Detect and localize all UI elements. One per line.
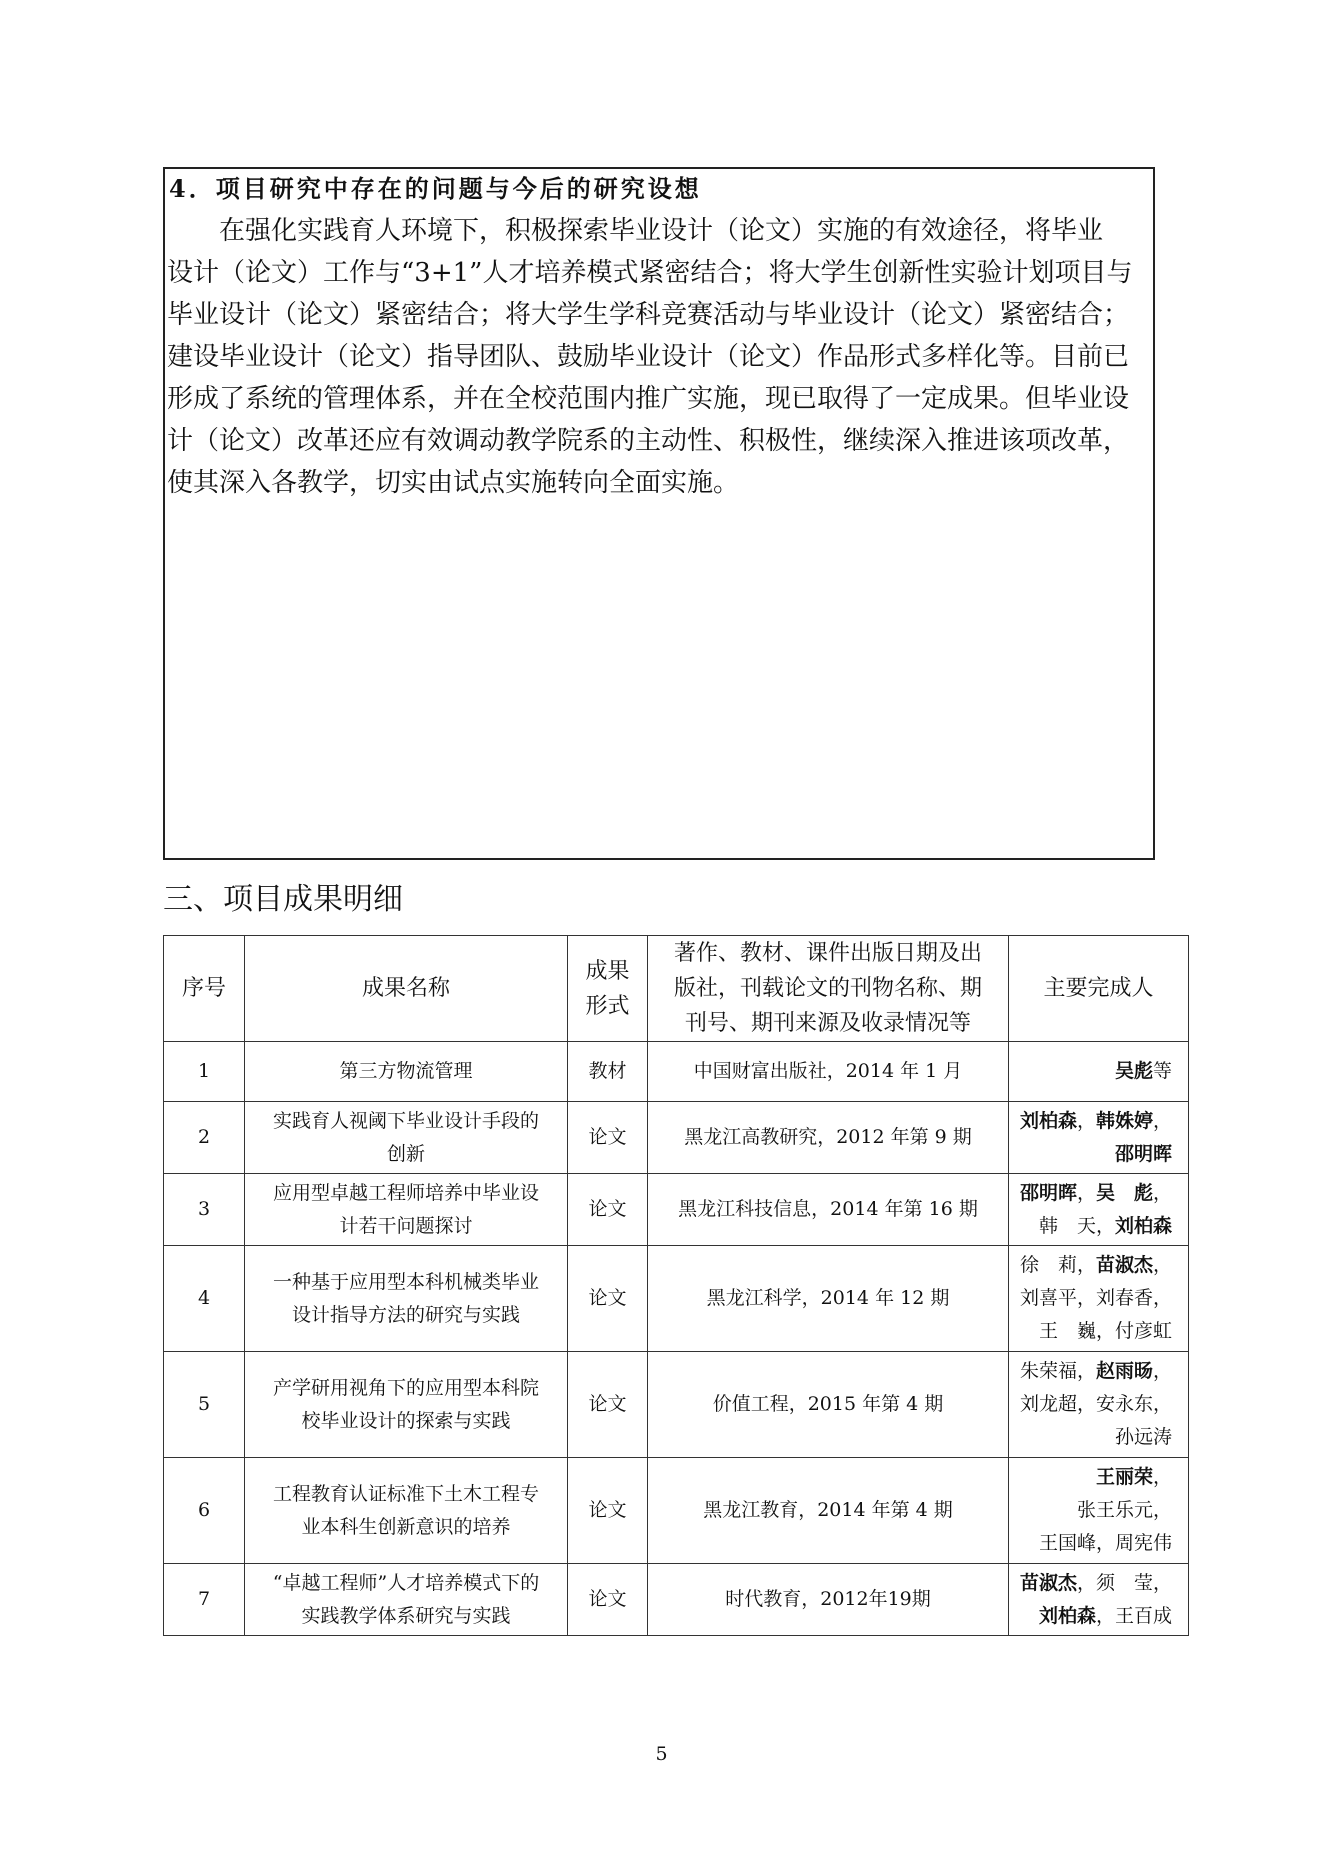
author-name: 刘柏森 xyxy=(1114,1214,1172,1237)
cell-name xyxy=(245,1246,568,1352)
section4-line-1: 在强化实践育人环境下，积极探索毕业设计（论文）实施的有效途径，将毕业 xyxy=(167,216,1104,246)
author-name: 吴 彪 xyxy=(1095,1181,1153,1204)
cell-authors xyxy=(1009,1042,1189,1102)
cell-source: 黑龙江高教研究，2012 年第 9 期 xyxy=(648,1102,1009,1174)
cell-no: 6 xyxy=(164,1458,245,1564)
section4-heading: 4．项目研究中存在的问题与今后的研究设想 xyxy=(169,174,702,203)
author-name: 韩姝婷 xyxy=(1095,1109,1153,1132)
header-no: 序号 xyxy=(164,936,245,1042)
cell-form: 论文 xyxy=(568,1102,648,1174)
author-line xyxy=(1015,1567,1172,1600)
author-name: ， xyxy=(1076,1181,1096,1204)
cell-source: 中国财富出版社，2014 年 1 月 xyxy=(648,1042,1009,1102)
cell-authors xyxy=(1009,1352,1189,1458)
author-name: 张王乐元， xyxy=(1076,1499,1172,1521)
author-line xyxy=(1015,1388,1172,1421)
author-name: 王国峰，周宪伟 xyxy=(1038,1532,1172,1554)
author-name: 孙远涛 xyxy=(1114,1426,1172,1448)
author-line xyxy=(1015,1177,1172,1210)
author-name: 赵雨旸 xyxy=(1095,1360,1153,1382)
cell-form: 论文 xyxy=(568,1174,648,1246)
cell-name-line: 产学研用视角下的应用型本科院 xyxy=(272,1376,539,1399)
table-row xyxy=(164,1042,1189,1102)
author-name: 苗淑杰 xyxy=(1019,1571,1077,1594)
author-line xyxy=(1015,1461,1172,1494)
author-line xyxy=(1015,1105,1172,1138)
header-source-line: 版社，刊载论文的刊物名称、期 xyxy=(673,976,982,1001)
section4-line-4: 建设毕业设计（论文）指导团队、鼓励毕业设计（论文）作品形式多样化等。目前已 xyxy=(167,342,1130,372)
cell-no: 5 xyxy=(164,1352,245,1458)
cell-form: 论文 xyxy=(568,1564,648,1636)
author-line xyxy=(1015,1249,1172,1282)
cell-authors xyxy=(1009,1174,1189,1246)
header-form-line: 成果 xyxy=(585,958,630,984)
cell-source: 黑龙江教育，2014 年第 4 期 xyxy=(648,1458,1009,1564)
author-line xyxy=(1015,1282,1172,1315)
cell-no: 4 xyxy=(164,1246,245,1352)
header-name: 成果名称 xyxy=(245,936,568,1042)
author-line xyxy=(1015,1600,1172,1633)
author-name: ，王百成 xyxy=(1095,1604,1172,1627)
cell-name-line: “卓越工程师”人才培养模式下的 xyxy=(272,1571,540,1594)
results-table xyxy=(163,935,1189,1636)
cell-authors xyxy=(1009,1102,1189,1174)
section4-line-2: 设计（论文）工作与“3+1”人才培养模式紧密结合；将大学生创新性实验计划项目与 xyxy=(167,258,1133,288)
header-form xyxy=(568,936,648,1042)
section3-title: 三、项目成果明细 xyxy=(163,882,403,917)
section4-line-6: 计（论文）改革还应有效调动教学院系的主动性、积极性，继续深入推进该项改革， xyxy=(167,426,1130,456)
author-name: 韩 天， xyxy=(1038,1214,1115,1237)
cell-name xyxy=(245,1458,568,1564)
header-form-line: 形式 xyxy=(585,993,630,1019)
author-line xyxy=(1015,1055,1172,1088)
author-name: 刘柏森 xyxy=(1019,1109,1077,1132)
author-name: 苗淑杰 xyxy=(1095,1254,1153,1276)
cell-no: 2 xyxy=(164,1102,245,1174)
header-authors: 主要完成人 xyxy=(1009,936,1189,1042)
cell-name xyxy=(245,1174,568,1246)
author-name: 王 巍，付彦虹 xyxy=(1038,1320,1172,1342)
author-line xyxy=(1015,1138,1172,1171)
cell-name-line: 计若干问题探讨 xyxy=(339,1214,473,1237)
section4-line-5: 形成了系统的管理体系，并在全校范围内推广实施，现已取得了一定成果。但毕业设 xyxy=(167,384,1130,414)
cell-name-line: 业本科生创新意识的培养 xyxy=(301,1515,511,1538)
table-row xyxy=(164,1102,1189,1174)
page-number: 5 xyxy=(655,1743,668,1765)
author-name: 等 xyxy=(1152,1060,1172,1082)
author-name: ，须 莹， xyxy=(1076,1571,1172,1594)
header-source xyxy=(648,936,1009,1042)
author-line xyxy=(1015,1210,1172,1243)
author-name: 刘龙超，安永东， xyxy=(1019,1393,1172,1415)
author-name: 吴彪 xyxy=(1114,1060,1153,1082)
cell-name xyxy=(245,1042,568,1102)
author-line xyxy=(1015,1315,1172,1348)
author-name: ， xyxy=(1152,1254,1172,1276)
cell-name-line: 设计指导方法的研究与实践 xyxy=(291,1303,520,1326)
author-name: ， xyxy=(1152,1360,1172,1382)
cell-name-line: 一种基于应用型本科机械类毕业 xyxy=(272,1270,539,1293)
cell-name-line: 实践育人视阈下毕业设计手段的 xyxy=(272,1109,539,1132)
author-name: 邵明晖 xyxy=(1019,1181,1077,1204)
cell-name-line: 第三方物流管理 xyxy=(339,1060,473,1082)
cell-source: 黑龙江科学，2014 年 12 期 xyxy=(648,1246,1009,1352)
author-name: ， xyxy=(1152,1181,1172,1204)
table-row xyxy=(164,1352,1189,1458)
table-header-row xyxy=(164,936,1189,1042)
table-row xyxy=(164,1564,1189,1636)
author-line xyxy=(1015,1527,1172,1560)
cell-form: 教材 xyxy=(568,1042,648,1102)
cell-name xyxy=(245,1102,568,1174)
header-source-line: 刊号、期刊来源及收录情况等 xyxy=(684,1011,971,1036)
cell-name-line: 工程教育认证标准下土木工程专 xyxy=(272,1482,539,1505)
cell-name xyxy=(245,1352,568,1458)
cell-name-line: 实践教学体系研究与实践 xyxy=(301,1604,511,1627)
cell-no: 1 xyxy=(164,1042,245,1102)
author-line xyxy=(1015,1421,1172,1454)
author-line xyxy=(1015,1494,1172,1527)
section4-line-7: 使其深入各教学，切实由试点实施转向全面实施。 xyxy=(167,468,740,498)
section4-line-3: 毕业设计（论文）紧密结合；将大学生学科竞赛活动与毕业设计（论文）紧密结合； xyxy=(167,300,1130,330)
cell-name xyxy=(245,1564,568,1636)
cell-name-line: 校毕业设计的探索与实践 xyxy=(301,1409,511,1432)
cell-source: 价值工程，2015 年第 4 期 xyxy=(648,1352,1009,1458)
author-name: 刘柏森 xyxy=(1038,1604,1096,1627)
cell-form: 论文 xyxy=(568,1458,648,1564)
author-name: ， xyxy=(1152,1466,1172,1488)
header-source-line: 著作、教材、课件出版日期及出 xyxy=(673,941,982,966)
author-name: 王丽荣 xyxy=(1095,1466,1153,1488)
cell-form: 论文 xyxy=(568,1246,648,1352)
cell-no: 3 xyxy=(164,1174,245,1246)
author-line xyxy=(1015,1355,1172,1388)
table-body xyxy=(164,1042,1189,1636)
author-name: 朱荣福， xyxy=(1019,1360,1096,1382)
cell-form: 论文 xyxy=(568,1352,648,1458)
cell-authors xyxy=(1009,1564,1189,1636)
cell-no: 7 xyxy=(164,1564,245,1636)
table-row xyxy=(164,1174,1189,1246)
cell-source: 时代教育，2012年19期 xyxy=(648,1564,1009,1636)
author-name: ， xyxy=(1152,1109,1172,1132)
author-name: ， xyxy=(1076,1109,1096,1132)
table-row xyxy=(164,1458,1189,1564)
cell-name-line: 应用型卓越工程师培养中毕业设 xyxy=(272,1181,539,1204)
table-row xyxy=(164,1246,1189,1352)
author-name: 邵明晖 xyxy=(1114,1142,1172,1165)
cell-authors xyxy=(1009,1458,1189,1564)
cell-authors xyxy=(1009,1246,1189,1352)
cell-name-line: 创新 xyxy=(386,1142,425,1165)
author-name: 刘喜平，刘春香， xyxy=(1019,1287,1172,1309)
cell-source: 黑龙江科技信息，2014 年第 16 期 xyxy=(648,1174,1009,1246)
author-name: 徐 莉， xyxy=(1019,1254,1096,1276)
section4-box xyxy=(163,167,1155,860)
